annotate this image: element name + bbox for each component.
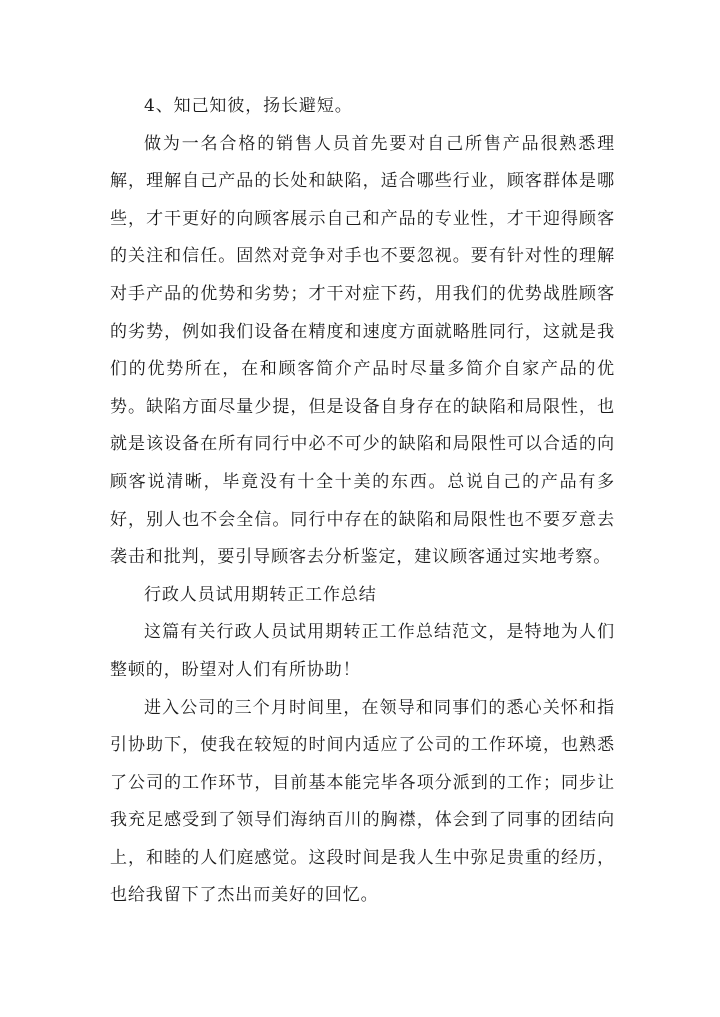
document-page [110,88,615,915]
paragraph-work-summary: 进入公司的三个月时间里，在领导和同事们的悉心关怀和指引协助下，使我在较短的时间内适应了公司的工作环境，也熟悉了公司的工作环节，目前基本能完毕各项分派到的工作；同步让我充足感受到了领导们海纳百川的胸襟，体会到了同事的团结向上，和睦的人们庭感觉。这段时间是我人生中弥足贵重的经历，也给我留下了杰出而美好的回忆。 [110,697,615,906]
article-title: 行政人员试用期转正工作总结 [144,584,377,605]
section-heading: 4、知己知彼，扬长避短。 [144,96,353,116]
paragraph-know-yourself: 做为一名合格的销售人员首先要对自己所售产品很熟悉理解，理解自己产品的长处和缺陷，适合哪些行业，顾客群体是哪些，才干更好的向顾客展示自己和产品的专业性，才干迎得顾客的关注和信任。固然对竞争对手也不要忽视。要有针对性的理解对手产品的优势和劣势；才干对症下药，用我们的优势战胜顾客的劣势，例如我们设备在精度和速度方面就略胜同行，这就是我们的优势所在，在和顾客简介产品时尽量多简介自家产品的优势。缺陷方面尽量少提，但是设备自身存在的缺陷和局限性，也就是该设备在所有同行中必不可少的缺陷和局限性可以合适的向顾客说清晰，毕竟没有十全十美的东西。总说自己的产品有多好，别人也不会全信。同行中存在的缺陷和局限性也不要歹意去袭击和批判，要引导顾客去分析鉴定，建议顾客通过实地考察。 [110,133,615,568]
paragraph-intro: 这篇有关行政人员试用期转正工作总结范文，是特地为人们整顿的，盼望对人们有所协助！ [110,622,615,680]
